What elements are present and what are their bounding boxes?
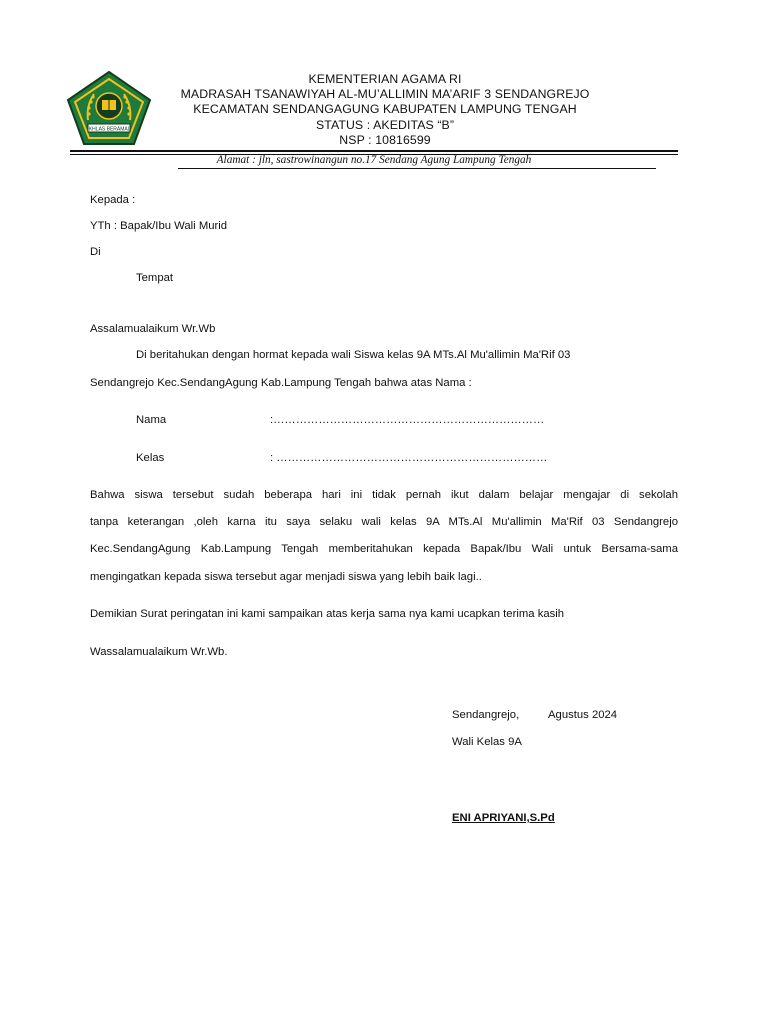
field-label-nama: Nama <box>136 414 167 426</box>
closing-text: Demikian Surat peringatan ini kami sampaikan atas kerja sama nya kami ucapkan terima kasih <box>90 608 565 620</box>
recipient-di: Di <box>90 246 101 258</box>
body-line-4: mengingatkan kepada siswa tersebut agar menjadi siswa yang lebih baik lagi.. <box>90 571 482 583</box>
field-value-nama: :……………………………………………………………… <box>270 414 545 426</box>
signer-name: ENI APRIYANI,S.Pd <box>452 812 555 824</box>
logo-banner-text: IKHLAS BERAMAL <box>87 126 131 133</box>
recipient-place: Tempat <box>136 272 174 284</box>
closing-salam: Wassalamualaikum Wr.Wb. <box>90 646 228 658</box>
signature-date: Agustus 2024 <box>548 709 618 721</box>
recipient-label: Kepada : <box>90 194 136 206</box>
kemenag-emblem-icon <box>66 70 152 146</box>
field-value-kelas: : ……………………………………………………………… <box>270 452 548 464</box>
body-line-2: tanpa keterangan ,oleh karna itu saya selaku wali kelas 9A MTs.Al Mu'allimin Ma'Rif 03 Sendangrejo <box>90 516 678 528</box>
address-underline <box>178 168 656 169</box>
greeting: Assalamualaikum Wr.Wb <box>90 323 216 335</box>
field-label-kelas: Kelas <box>136 452 165 464</box>
header-divider-thick <box>70 150 678 152</box>
recipient-name: YTh : Bapak/Ibu Wali Murid <box>90 220 228 232</box>
header-district: KECAMATAN SENDANGAGUNG KABUPATEN LAMPUNG TENGAH <box>193 102 577 117</box>
intro-line-1: Di beritahukan dengan hormat kepada wali Siswa kelas 9A MTs.Al Mu'allimin Ma'Rif 03 <box>136 349 571 361</box>
signature-place: Sendangrejo, <box>452 709 520 721</box>
header-school: MADRASAH TSANAWIYAH AL-MU’ALLIMIN MA’ARIF 3 SENDANGREJO <box>180 87 590 102</box>
body-line-1: Bahwa siswa tersebut sudah beberapa hari ini tidak pernah ikut dalam belajar mengajar di sekolah <box>90 489 678 501</box>
signature-role: Wali Kelas 9A <box>452 736 522 748</box>
intro-line-2: Sendangrejo Kec.SendangAgung Kab.Lampung Tengah bahwa atas Nama : <box>90 377 472 389</box>
header-nsp: NSP : 10816599 <box>339 132 431 147</box>
body-line-3: Kec.SendangAgung Kab.Lampung Tengah memberitahukan kepada Bapak/Ibu Wali untuk Bersama-sama <box>90 543 678 555</box>
header-status: STATUS : AKEDITAS “B” <box>315 117 455 132</box>
header-ministry: KEMENTERIAN AGAMA RI <box>308 72 462 86</box>
school-address: Alamat : jln, sastrowinangun no.17 Sendang Agung Lampung Tengah <box>216 154 532 166</box>
letterhead <box>150 72 620 148</box>
